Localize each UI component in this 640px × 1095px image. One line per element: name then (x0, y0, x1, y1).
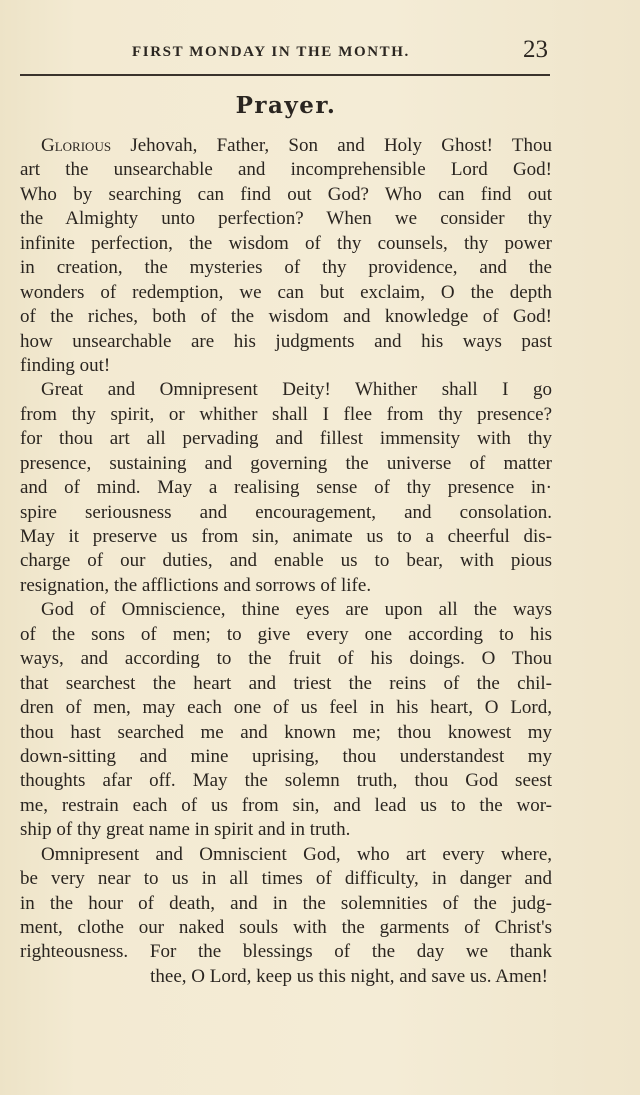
text-line: for thou art all pervading and fillest immensity with thy (20, 428, 552, 450)
text-line: ment, clothe our naked souls with the garments of Christ's (20, 917, 552, 938)
text-line: be very near to us in all times of difficulty, in danger and (20, 868, 552, 890)
text-line: May it preserve us from sin, animate us to a cheerful dis- (20, 526, 552, 547)
text-line: Who by searching can find out God? Who can find out (20, 183, 552, 205)
text-line: art the unsearchable and incomprehensible Lord God! (20, 159, 552, 181)
prayer-text (20, 134, 552, 989)
text-line: resignation, the afflictions and sorrows of life. (20, 574, 372, 596)
text-line: in creation, the mysteries of thy providence, and the (20, 257, 552, 279)
text-line: wonders of redemption, we can but exclaim, O the depth (20, 281, 552, 303)
text-line: that searchest the heart and triest the reins of the chil- (20, 672, 552, 694)
text-line: spire seriousness and encouragement, and consolation. (20, 501, 552, 523)
text-line: and of mind. May a realising sense of thy presence in· (20, 477, 552, 499)
text-line: infinite perfection, the wisdom of thy counsels, thy power (20, 232, 552, 254)
header-rule (20, 74, 550, 76)
text-line: down-sitting and mine uprising, thou understandest my (20, 745, 552, 767)
section-heading: Prayer. (235, 92, 337, 119)
text-line: Great and Omnipresent Deity! Whither shall I go (41, 379, 552, 401)
text-line: God of Omniscience, thine eyes are upon all the ways (41, 599, 552, 621)
text-line: charge of our duties, and enable us to bear, with pious (20, 550, 552, 572)
text-line: ship of thy great name in spirit and in truth. (20, 819, 351, 841)
text-line: Omnipresent and Omniscient God, who art every where, (41, 843, 552, 865)
text-line: the Almighty unto perfection? When we consider thy (20, 208, 552, 230)
text-line: dren of men, may each one of us feel in his heart, O Lord, (20, 697, 552, 719)
text-line: thee, O Lord, keep us this night, and save us. Amen! (150, 965, 548, 987)
running-head (20, 38, 552, 68)
paragraph-lead: Glorious (41, 135, 112, 156)
text-line: ways, and according to the fruit of his doings. O Thou (20, 648, 552, 670)
text-line: in the hour of death, and in the solemnities of the judg- (20, 892, 552, 914)
text-line: of the riches, both of the wisdom and knowledge of God! (20, 306, 552, 328)
text-line: righteousness. For the blessings of the day we thank (20, 941, 552, 963)
text-line: thou hast searched me and known me; thou knowest my (20, 721, 552, 743)
page-number: 23 (523, 36, 548, 63)
text-line: how unsearchable are his judgments and his ways past (20, 330, 552, 352)
text-line: from thy spirit, or whither shall I flee from thy presence? (20, 403, 552, 425)
text-line: Glorious Jehovah, Father, Son and Holy Ghost! Thou (41, 135, 552, 156)
running-title: FIRST MONDAY IN THE MONTH. (132, 44, 410, 60)
text-line: me, restrain each of us from sin, and lead us to the wor- (20, 794, 552, 816)
text-line: thoughts afar off. May the solemn truth, thou God seest (20, 770, 552, 792)
text-line: of the sons of men; to give every one according to his (20, 623, 552, 645)
text-line: finding out! (20, 354, 111, 376)
text-line: presence, sustaining and governing the universe of matter (20, 452, 552, 474)
